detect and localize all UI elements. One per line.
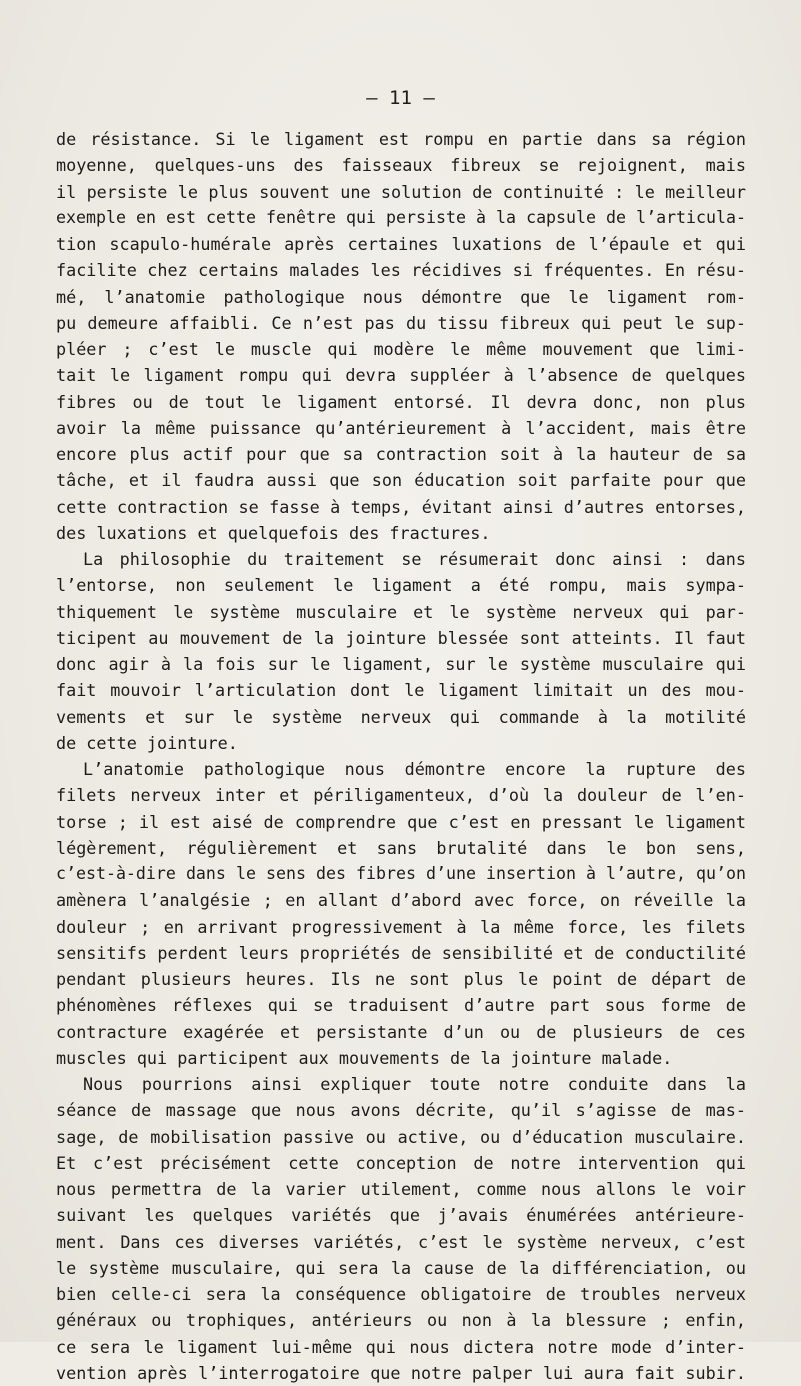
text-line: fibres ou de tout le ligament entorsé. Il devra donc, non plus: [56, 391, 746, 412]
text-line: contracture exagérée et persistante d’un ou de plusieurs de ces: [56, 1021, 746, 1042]
text-line: légèrement, régulièrement et sans brutalité dans le bon sens,: [56, 837, 746, 858]
text-line: cette contraction se fasse à temps, évitant ainsi d’autres entorses,: [56, 496, 746, 517]
text-line: torse ; il est aisé de comprendre que c’est en pressant le ligament: [56, 811, 746, 832]
text-line: vements et sur le système nerveux qui commande à la motilité: [56, 706, 746, 727]
text-line: ment. Dans ces diverses variétés, c’est le système nerveux, c’est: [56, 1231, 746, 1252]
text-line: amènera l’analgésie ; en allant d’abord avec force, on réveille la: [56, 890, 746, 911]
text-line: La philosophie du traitement se résumerait donc ainsi : dans: [83, 549, 746, 569]
text-line: sensitifs perdent leurs propriétés de sensibilité et de conductilité: [56, 942, 746, 963]
text-line: il persiste le plus souvent une solution de continuité : le meilleur: [56, 181, 746, 202]
text-line: ticipent au mouvement de la jointure blessée sont atteints. Il faut: [56, 627, 746, 648]
text-line: sage, de mobilisation passive ou active, ou d’éducation musculaire.: [56, 1126, 746, 1147]
text-line: pléer ; c’est le muscle qui modère le même mouvement que limi-: [56, 339, 746, 359]
text-line: muscles qui participent aux mouvements de la jointure malade.: [56, 1047, 673, 1068]
text-line: fait mouvoir l’articulation dont le ligament limitait un des mou-: [56, 680, 746, 701]
text-line: mé, l’anatomie pathologique nous démontre que le ligament rom-: [56, 286, 746, 307]
text-line: de cette jointure.: [56, 732, 238, 753]
text-line: donc agir à la fois sur le ligament, sur le système musculaire qui: [56, 654, 746, 674]
text-line: le système musculaire, qui sera la cause de la différenciation, ou: [56, 1257, 746, 1278]
text-line: ce sera le ligament lui-même qui nous dictera notre mode d’inter-: [56, 1336, 746, 1357]
page-number: — 11 —: [366, 87, 435, 109]
text-line: facilite chez certains malades les récidives si fréquentes. En résu-: [56, 260, 746, 281]
text-line: vention après l’interrogatoire que notre palper lui aura fait subir.: [56, 1362, 746, 1383]
text-line: pendant plusieurs heures. Ils ne sont plus le point de départ de: [56, 969, 746, 989]
text-line: Et c’est précisément cette conception de notre intervention qui: [56, 1152, 746, 1173]
text-line: suivant les quelques variétés que j’avais énumérées antérieure-: [56, 1205, 746, 1226]
text-line: généraux ou trophiques, antérieurs ou non à la blessure ; enfin,: [56, 1310, 746, 1331]
text-line: douleur ; en arrivant progressivement à la même force, les filets: [56, 916, 746, 937]
text-line: des luxations et quelquefois des fractures.: [56, 522, 491, 543]
text-line: Nous pourrions ainsi expliquer toute notre conduite dans la: [83, 1074, 746, 1094]
text-line: l’entorse, non seulement le ligament a été rompu, mais sympa-: [56, 575, 746, 596]
text-line: moyenne, quelques-uns des faisseaux fibreux se rejoignent, mais: [56, 155, 746, 176]
text-line: tâche, et il faudra aussi que son éducation soit parfaite pour que: [56, 470, 746, 491]
text-line: avoir la même puissance qu’antérieurement à l’accident, mais être: [56, 417, 746, 438]
text-line: exemple en est cette fenêtre qui persiste à la capsule de l’articula-: [56, 207, 746, 227]
text-line: pu demeure affaibli. Ce n’est pas du tissu fibreux qui peut le sup-: [56, 312, 746, 333]
text-line: L’anatomie pathologique nous démontre encore la rupture des: [83, 759, 746, 779]
text-line: tait le ligament rompu qui devra suppléer à l’absence de quelques: [56, 365, 746, 386]
text-line: encore plus actif pour que sa contraction soit à la hauteur de sa: [56, 444, 746, 464]
text-line: bien celle-ci sera la conséquence obligatoire de troubles nerveux: [56, 1284, 746, 1304]
text-line: séance de massage que nous avons décrite, qu’il s’agisse de mas-: [56, 1100, 746, 1121]
text-line: de résistance. Si le ligament est rompu en partie dans sa région: [56, 129, 746, 149]
text-line: tion scapulo-humérale après certaines luxations de l’épaule et qui: [56, 234, 746, 254]
body-text: [56, 126, 746, 1386]
text-line: nous permettra de la varier utilement, comme nous allons le voir: [56, 1179, 746, 1199]
text-line: filets nerveux inter et périligamenteux, d’où la douleur de l’en-: [56, 785, 746, 806]
text-line: c’est-à-dire dans le sens des fibres d’une insertion à l’autre, qu’on: [56, 864, 746, 883]
text-line: phénomènes réflexes qui se traduisent d’autre part sous forme de: [56, 995, 746, 1016]
text-line: thiquement le système musculaire et le système nerveux qui par-: [56, 601, 746, 622]
